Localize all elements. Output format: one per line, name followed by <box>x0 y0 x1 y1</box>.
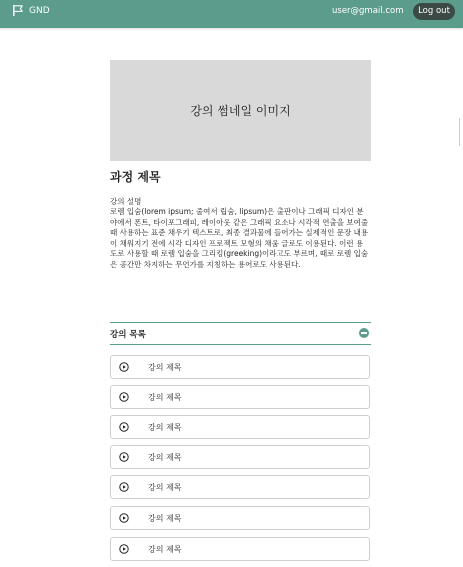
lecture-title: 강의 제목 <box>148 453 182 462</box>
lecture-title: 강의 제목 <box>148 363 182 372</box>
logo-text: GND <box>29 5 50 16</box>
play-circle-icon <box>119 544 129 554</box>
course-title: 과정 제목 <box>110 170 161 184</box>
flag-icon <box>12 4 25 17</box>
lecture-item[interactable] <box>110 537 370 561</box>
logout-button[interactable]: Log out <box>413 3 455 20</box>
top-navigation-bar <box>0 0 463 28</box>
lecture-item[interactable] <box>110 415 370 439</box>
lecture-item[interactable] <box>110 475 370 499</box>
play-circle-icon <box>119 392 129 402</box>
lecture-title: 강의 제목 <box>148 393 182 402</box>
play-circle-icon <box>119 422 129 432</box>
course-thumbnail <box>110 60 371 161</box>
lecture-title: 강의 제목 <box>148 514 182 523</box>
play-circle-icon <box>119 362 129 372</box>
logo[interactable] <box>12 4 50 17</box>
lecture-title: 강의 제목 <box>148 483 182 492</box>
lecture-item[interactable] <box>110 385 370 409</box>
lecture-title: 강의 제목 <box>148 545 182 554</box>
lecture-item[interactable] <box>110 506 370 530</box>
description-label: 강의 설명 <box>110 197 142 206</box>
thumbnail-placeholder-text: 강의 썸네일 이미지 <box>190 104 291 118</box>
play-circle-icon <box>119 482 129 492</box>
course-description: 로렘 입숨(lorem ipsum; 줄여서 립숨, lipsum)은 출판이나 그래픽 디자인 분야에서 폰트, 타이포그래피, 레이아웃 같은 그래픽 요소나 시각적 연출을 보여줄 때 사용하는 표준 채우기 텍스트로, 최종 결과물에 들어가는 실제적인 문장 내용이 채워지기 전에 시각 디자인 프로젝트 모형의 채움 글로도 이용된다. 이런 용도로 사용할 때 로렘 입숨을 그리킹(greeking)이라고도 부르며, 때로 로렘 입숨은 공간만 차지하는 무언가를 지칭하는 용어로도 사용된다. <box>110 207 369 269</box>
lecture-item[interactable] <box>110 355 370 379</box>
collapse-icon[interactable] <box>359 328 369 338</box>
scrollbar[interactable] <box>459 118 460 146</box>
play-circle-icon <box>119 513 129 523</box>
lecture-title: 강의 제목 <box>148 423 182 432</box>
lecture-item[interactable] <box>110 445 370 469</box>
lecture-list-header <box>110 322 371 345</box>
play-circle-icon <box>119 452 129 462</box>
user-email: user@gmail.com <box>332 6 404 16</box>
lecture-list-title: 강의 목록 <box>110 330 146 340</box>
